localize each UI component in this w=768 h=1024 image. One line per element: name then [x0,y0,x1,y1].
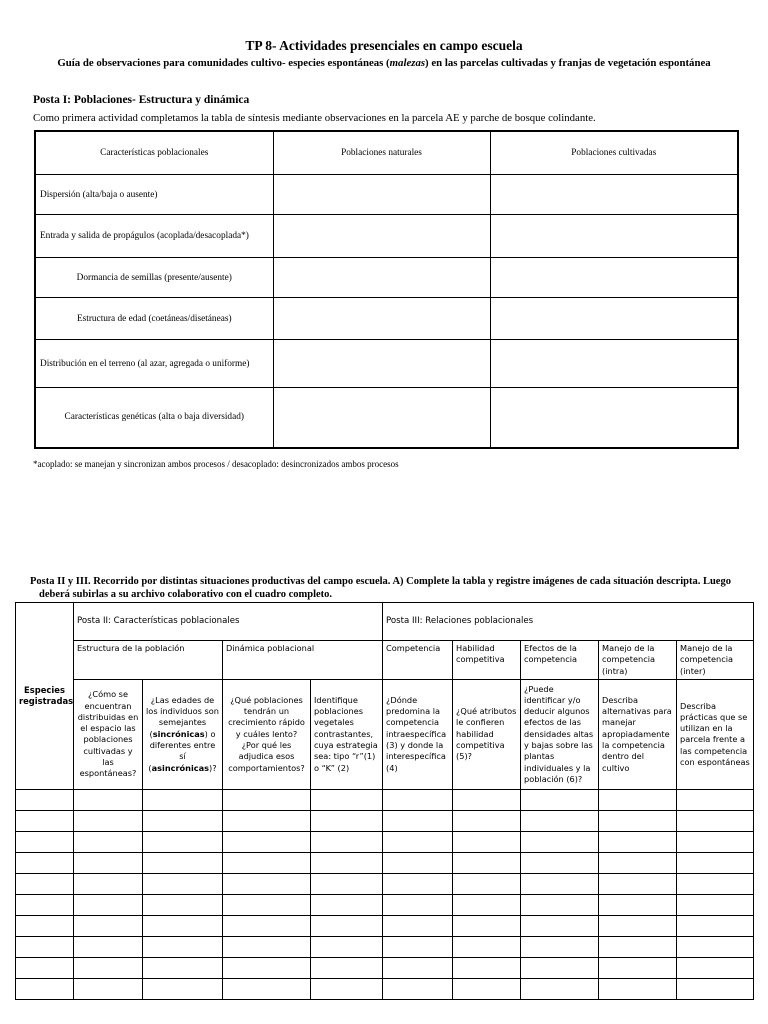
header-efectos-competencia: Efectos de la competencia [521,641,599,680]
answer-cell[interactable] [223,894,311,915]
answer-cell[interactable] [311,810,383,831]
answer-cell[interactable] [143,831,223,852]
answer-cell[interactable] [453,957,521,978]
row-label-distribucion: Distribución en el terreno (al azar, agregada o uniforme) [35,340,273,388]
answer-cell[interactable] [74,957,143,978]
answer-cell[interactable] [311,831,383,852]
answer-cell[interactable] [453,873,521,894]
answer-cell[interactable] [677,873,754,894]
header-habilidad-competitiva: Habilidad competitiva [453,641,521,680]
header-manejo-intra: Manejo de la competencia (intra) [599,641,677,680]
answer-rows [16,789,754,999]
cell-input[interactable] [273,340,490,388]
cell-input[interactable] [273,258,490,298]
answer-cell[interactable] [311,957,383,978]
cell-input[interactable] [273,175,490,215]
posta23-heading-line1: Posta II y III. Recorrido por distintas situaciones productivas del campo escuela. A) Complete la tabla y registre imágenes de cada situación descripta. Luego [30,576,731,587]
table-row [16,915,754,936]
cell-input[interactable] [490,298,738,340]
posta23-table [15,602,754,1000]
document-title: TP 8- Actividades presenciales en campo escuela [245,38,523,53]
table-row [16,957,754,978]
answer-cell[interactable] [521,936,599,957]
answer-cell[interactable] [223,789,311,810]
q2-asincronicas: asincrónicas [151,762,210,773]
answer-cell[interactable] [223,957,311,978]
answer-cell[interactable] [143,915,223,936]
answer-cell[interactable] [223,810,311,831]
header-posta-ii: Posta II: Características poblacionales [74,603,383,641]
answer-cell[interactable] [143,873,223,894]
table-row [16,873,754,894]
header-competencia: Competencia [383,641,453,680]
answer-cell[interactable] [74,789,143,810]
q2-text-a: ¿Las edades de los individuos son semejantes ( [146,694,219,739]
header-dinamica-poblacional: Dinámica poblacional [223,641,383,680]
answer-cell[interactable] [143,936,223,957]
table-row [16,852,754,873]
posta1-heading: Posta I: Poblaciones- Estructura y dinámica [33,94,250,106]
answer-cell[interactable] [311,873,383,894]
answer-cell[interactable] [143,894,223,915]
answer-cell[interactable] [16,810,74,831]
answer-cell[interactable] [599,978,677,999]
table-row [35,175,738,215]
header-manejo-inter: Manejo de la competencia (inter) [677,641,754,680]
answer-cell[interactable] [223,915,311,936]
subtitle-part-a: Guía de observaciones para comunidades cultivo- especies espontáneas ( [57,57,390,69]
answer-cell[interactable] [599,894,677,915]
row-label-dispersion: Dispersión (alta/baja o ausente) [35,175,273,215]
header-poblaciones-cultivadas: Poblaciones cultivadas [490,131,738,175]
answer-cell[interactable] [143,957,223,978]
answer-cell[interactable] [16,915,74,936]
answer-cell[interactable] [599,852,677,873]
answer-cell[interactable] [677,789,754,810]
answer-cell[interactable] [383,831,453,852]
answer-cell[interactable] [383,852,453,873]
cell-input[interactable] [490,388,738,448]
answer-cell[interactable] [223,831,311,852]
posta-header-row [16,603,754,641]
answer-cell[interactable] [383,915,453,936]
answer-cell[interactable] [453,852,521,873]
answer-cell[interactable] [74,831,143,852]
table-row [16,936,754,957]
answer-cell[interactable] [599,873,677,894]
cell-input[interactable] [273,215,490,258]
answer-cell[interactable] [223,978,311,999]
answer-cell[interactable] [521,915,599,936]
answer-cell[interactable] [74,936,143,957]
answer-cell[interactable] [677,957,754,978]
answer-cell[interactable] [677,915,754,936]
answer-cell[interactable] [521,957,599,978]
cell-input[interactable] [490,258,738,298]
answer-cell[interactable] [521,852,599,873]
table-row [35,340,738,388]
q2-text-d: )? [209,762,217,773]
table-row [35,298,738,340]
answer-cell[interactable] [383,873,453,894]
answer-cell[interactable] [223,936,311,957]
question-crecimiento: ¿Qué poblaciones tendrán un crecimiento rápido y cuáles lento? ¿Por qué les adjudica esos comportamientos? [223,679,311,789]
table-row [16,789,754,810]
posta23-heading [30,575,750,601]
question-distribucion: ¿Cómo se encuentran distribuidas en el espacio las poblaciones cultivadas y las espontáneas? [74,679,143,789]
answer-cell[interactable] [143,789,223,810]
cell-input[interactable] [490,175,738,215]
cell-input[interactable] [490,215,738,258]
subtitle-emphasis: malezas [389,57,426,69]
answer-cell[interactable] [311,852,383,873]
answer-cell[interactable] [521,810,599,831]
question-efectos: ¿Puede identificar y/o deducir algunos efectos de las densidades altas y bajas sobre las plantas individuales y la población (6)? [521,679,599,789]
q2-text-c: ) o diferentes entre sí ( [148,728,216,773]
answer-cell[interactable] [383,789,453,810]
question-habilidad: ¿Qué atributos le confieren habilidad competitiva (5)? [453,679,521,789]
answer-cell[interactable] [453,915,521,936]
question-competencia: ¿Dónde predomina la competencia intraespecífica (3) y donde la interespecífica (4) [383,679,453,789]
answer-cell[interactable] [74,852,143,873]
answer-cell[interactable] [453,789,521,810]
table-row [35,258,738,298]
answer-cell[interactable] [143,852,223,873]
question-manejo-intra: Describa alternativas para manejar apropiadamente la competencia dentro del cultivo [599,679,677,789]
answer-cell[interactable] [223,873,311,894]
answer-cell[interactable] [311,789,383,810]
answer-cell[interactable] [453,831,521,852]
answer-cell[interactable] [453,894,521,915]
answer-cell[interactable] [16,852,74,873]
cell-input[interactable] [490,340,738,388]
answer-cell[interactable] [677,831,754,852]
header-especies-registradas: Especies registradas [16,603,74,790]
answer-cell[interactable] [521,978,599,999]
answer-cell[interactable] [16,957,74,978]
row-label-dormancia: Dormancia de semillas (presente/ausente) [35,258,273,298]
answer-cell[interactable] [16,936,74,957]
table-row [35,388,738,448]
table-row [35,215,738,258]
answer-cell[interactable] [599,831,677,852]
posta1-table [34,130,739,449]
answer-cell[interactable] [383,936,453,957]
row-label-propagulos: Entrada y salida de propágulos (acoplada/desacoplada*) [35,215,273,258]
answer-cell[interactable] [383,894,453,915]
answer-cell[interactable] [223,852,311,873]
q2-sincronicas: sincrónicas [152,728,205,739]
cell-input[interactable] [273,388,490,448]
answer-cell[interactable] [143,978,223,999]
answer-cell[interactable] [16,873,74,894]
header-caracteristicas: Características poblacionales [35,131,273,175]
answer-cell[interactable] [521,831,599,852]
answer-cell[interactable] [521,894,599,915]
table-row [16,978,754,999]
question-manejo-inter: Describa prácticas que se utilizan en la parcela frente a las competencia con espontáneas [677,679,754,789]
question-row [16,679,754,789]
answer-cell[interactable] [383,978,453,999]
answer-cell[interactable] [677,978,754,999]
answer-cell[interactable] [677,852,754,873]
posta1-intro: Como primera actividad completamos la tabla de síntesis mediante observaciones en la parcela AE y parche de bosque colindante. [33,112,596,124]
answer-cell[interactable] [599,936,677,957]
subtitle-part-b: ) en las parcelas cultivadas y franjas de vegetación espontánea [425,57,711,69]
answer-cell[interactable] [677,810,754,831]
row-label-geneticas: Características genéticas (alta o baja diversidad) [35,388,273,448]
answer-cell[interactable] [74,810,143,831]
answer-cell[interactable] [311,915,383,936]
answer-cell[interactable] [383,957,453,978]
answer-cell[interactable] [599,789,677,810]
answer-cell[interactable] [311,894,383,915]
answer-cell[interactable] [311,978,383,999]
header-estructura-poblacion: Estructura de la población [74,641,223,680]
answer-cell[interactable] [677,894,754,915]
posta23-heading-line2: deberá subirlas a su archivo colaborativo con el cuadro completo. [39,589,333,600]
table-row [16,810,754,831]
header-poblaciones-naturales: Poblaciones naturales [273,131,490,175]
answer-cell[interactable] [599,810,677,831]
answer-cell[interactable] [599,915,677,936]
answer-cell[interactable] [453,978,521,999]
answer-cell[interactable] [16,978,74,999]
answer-cell[interactable] [521,789,599,810]
table-row [16,894,754,915]
answer-cell[interactable] [74,873,143,894]
answer-cell[interactable] [74,915,143,936]
document-subtitle [0,57,768,69]
answer-cell[interactable] [16,894,74,915]
posta1-footnote: *acoplado: se manejan y sincronizan ambos procesos / desacoplado: desincronizados ambos procesos [33,459,399,469]
answer-cell[interactable] [677,936,754,957]
answer-cell[interactable] [74,978,143,999]
question-edades [143,679,223,789]
answer-cell[interactable] [599,957,677,978]
answer-cell[interactable] [383,810,453,831]
answer-cell[interactable] [453,810,521,831]
category-header-row [16,641,754,680]
posta1-table-header-row [35,131,738,175]
cell-input[interactable] [273,298,490,340]
header-posta-iii: Posta III: Relaciones poblacionales [383,603,754,641]
answer-cell[interactable] [521,873,599,894]
answer-cell[interactable] [74,894,143,915]
answer-cell[interactable] [16,789,74,810]
answer-cell[interactable] [311,936,383,957]
question-estrategia: Identifique poblaciones vegetales contrastantes, cuya estrategia sea: tipo “r”(1) o “K” (2) [311,679,383,789]
table-row [16,831,754,852]
answer-cell[interactable] [16,831,74,852]
answer-cell[interactable] [453,936,521,957]
row-label-estructura-edad: Estructura de edad (coetáneas/disetáneas) [35,298,273,340]
answer-cell[interactable] [143,810,223,831]
